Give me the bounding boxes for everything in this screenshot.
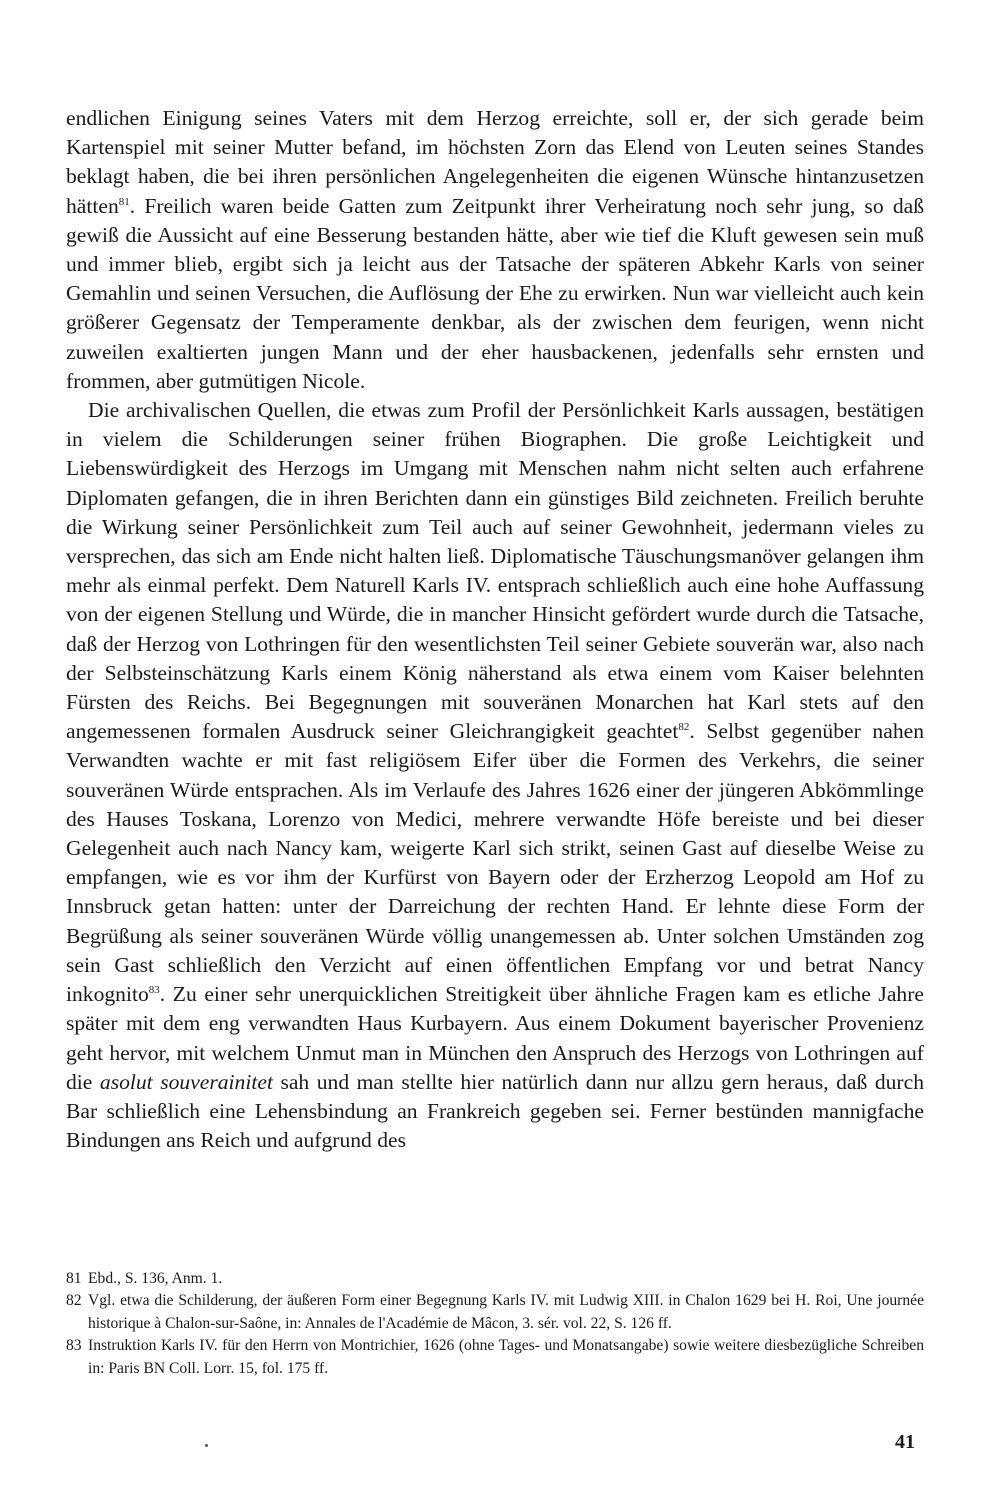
text-segment: . Freilich waren beide Gatten zum Zeitpunkt ihrer Verheiratung noch sehr jung, so daß gewiß die Aussicht auf eine Besserung bestanden hätte, aber wie tief die Kluft gewesen sein muß und immer blieb, ergibt sich ja leicht aus der Tatsache der späteren Abkehr Karls von seiner Gemahlin und seinen Versuchen, die Auflösung der Ehe zu erwirken. Nun war vielleicht auch kein größerer Gegensatz der Temperamente denkbar, als der zwischen dem feurigen, wenn nicht zuweilen exaltierten jungen Mann und der eher hausbackenen, jedenfalls sehr ernsten und frommen, aber gutmütigen Nicole. <box>66 193 924 393</box>
footnote-ref-82: 82 <box>678 721 690 734</box>
text-segment: . Zu einer sehr unerquicklichen Streitigkeit über ähnliche Fragen kam es etliche Jahre später mit dem eng verwandten Haus Kurbayern. Aus einem Dokument bayerischer Provenienz geht hervor, mit welchem Unmut man in München den Anspruch des Herzogs von Lothringen auf die <box>66 982 924 1094</box>
body-text <box>66 104 924 1155</box>
page-number: 41 <box>895 1431 915 1453</box>
footnote-81 <box>66 1268 924 1290</box>
footnotes <box>66 1268 924 1380</box>
footnote-text: Instruktion Karls IV. für den Herrn von Montrichier, 1626 (ohne Tages- und Monatsangabe) sowie weitere diesbezügliche Schreiben in: Paris BN Coll. Lorr. 15, fol. 175 ff. <box>88 1337 924 1377</box>
footnote-82 <box>66 1290 924 1335</box>
paragraph <box>66 104 924 396</box>
footnote-number: 83 <box>66 1337 82 1355</box>
footnote-text: Vgl. etwa die Schilderung, der äußeren Form einer Begegnung Karls IV. mit Ludwig XIII. in Chalon 1629 bei H. Roi, Une journée historique à Chalon-sur-Saône, in: Annales de l'Académie de Mâcon, 3. sér. vol. 22, S. 126 ff. <box>88 1292 924 1332</box>
footnote-83 <box>66 1335 924 1380</box>
footnote-number: 81 <box>66 1270 82 1287</box>
italic-term: asolut souverainitet <box>99 1069 273 1094</box>
text-segment: sah und man stellte hier natürlich dann nur allzu gern heraus, daß durch Bar schließlich eine Lehensbindung an Frankreich gegeben sei. Ferner bestünden mannigfache Bindungen ans Reich und aufgrund des <box>66 1069 924 1153</box>
footnote-ref-83: 83 <box>148 983 160 996</box>
footnote-number: 82 <box>66 1292 82 1310</box>
text-segment: Die archivalischen Quellen, die etwas zum Profil der Persönlichkeit Karls aussagen, bestätigen in vielem die Schilderungen seiner frühen Biographen. Die große Leichtigkeit und Liebenswürdigkeit des Herzogs im Umgang mit Menschen nahm nicht selten auch erfahrene Diplomaten gefangen, die in ihren Berichten dann ein günstiges Bild zeichneten. Freilich beruhte die Wirkung seiner Persönlichkeit zum Teil auch auf seiner Gewohnheit, jedermann vieles zu versprechen, das sich am Ende nicht halten ließ. Diplomatische Täuschungsmanöver gelangen ihm mehr als einmal perfekt. Dem Naturell Karls IV. entsprach schließlich auch eine hohe Auffassung von der eigenen Stellung und Würde, die in mancher Hinsicht gefördert wurde durch die Tatsache, daß der Herzog von Lothringen für den wesentlichsten Teil seiner Gebiete souverän war, also nach der Selbsteinschätzung Karls einem König näherstand als etwa einem vom Kaiser belehnten Fürsten des Reichs. Bei Begegnungen mit souveränen Monarchen hat Karl stets auf den angemessenen formalen Ausdruck seiner Gleichrangigkeit geachtet <box>66 398 924 744</box>
paragraph <box>66 396 924 1155</box>
text-segment: . Selbst gegenüber nahen Verwandten wachte er mit fast religiösem Eifer über die Formen des Verkehrs, die seiner souveränen Würde entsprachen. Als im Verlaufe des Jahres 1626 einer der jüngeren Abkömmlinge des Hauses Toskana, Lorenzo von Medici, mehrere verwandte Höfe bereiste und bei dieser Gelegenheit auch nach Nancy kam, weigerte Karl sich strikt, seinen Gast auf dieselbe Weise zu empfangen, wie es vor ihm der Kurfürst von Bayern oder der Erzherzog Leopold am Hof zu Innsbruck getan hatten: unter der Darreichung der rechten Hand. Er lehnte diese Form der Begrüßung als seiner souveränen Würde völlig unangemessen ab. Unter solchen Umständen zog sein Gast schließlich den Verzicht auf einen öffentlichen Empfang vor und betrat Nancy inkognito <box>66 719 924 1007</box>
scan-speck <box>205 1444 208 1447</box>
text-segment: endlichen Einigung seines Vaters mit dem Herzog erreichte, soll er, der sich gerade beim Kartenspiel mit seiner Mutter befand, im höchsten Zorn das Elend von Leuten seines Standes beklagt haben, die bei ihren persönlichen Angelegenheiten die eigenen Wünsche hintanzusetzen hätten <box>66 106 924 218</box>
page-body <box>66 104 924 1155</box>
footnote-ref-81: 81 <box>118 195 130 208</box>
footnote-text: Ebd., S. 136, Anm. 1. <box>88 1270 223 1287</box>
